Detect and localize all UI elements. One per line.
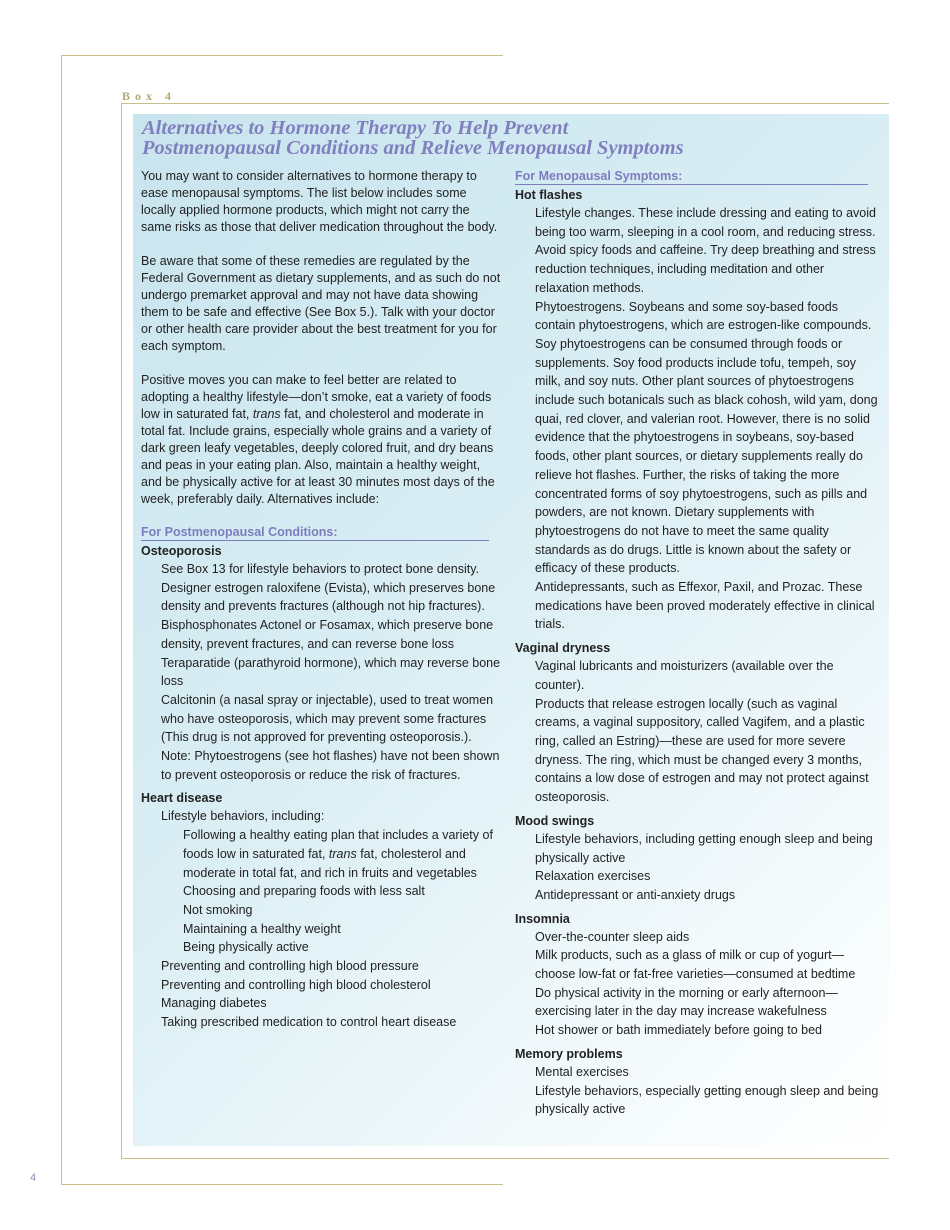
mood-swings-title: Mood swings xyxy=(515,813,595,828)
eating-plan-trans: trans xyxy=(328,846,357,861)
memory-problems-list xyxy=(515,1063,880,1119)
osteoporosis-list xyxy=(141,560,501,784)
list-item: Choosing and preparing foods with less salt xyxy=(183,884,425,899)
bottom-left-rule xyxy=(61,1184,503,1185)
list-item: Bisphosphonates Actonel or Fosamax, which preserve bone density, prevent fractures, and can reverse bone loss xyxy=(161,618,494,651)
list-item: Preventing and controlling high blood pressure xyxy=(161,959,419,974)
list-item: Designer estrogen raloxifene (Evista), which preserves bone density and prevents fractures (although not hip fractures). xyxy=(161,580,496,614)
heart-disease-list xyxy=(141,807,501,1031)
list-item: Calcitonin (a nasal spray or injectable), used to treat women who have osteoporosis, which may prevent some fractures (This drug is not approved for preventing osteoporosis.). xyxy=(161,692,494,745)
list-item: Vaginal lubricants and moisturizers (available over the counter). xyxy=(535,659,834,692)
intro-p3-trans: trans xyxy=(252,407,281,421)
list-item: Taking prescribed medication to control heart disease xyxy=(161,1015,457,1030)
insomnia-title: Insomnia xyxy=(515,911,570,926)
list-item: Hot shower or bath immediately before going to bed xyxy=(535,1023,822,1038)
left-vertical-rule xyxy=(61,55,62,1185)
heart-disease-title: Heart disease xyxy=(141,791,223,806)
eating-plan-text-a: Following a healthy eating plan that includes a variety of foods low in saturated fat, xyxy=(183,828,493,861)
hot-flashes-list xyxy=(515,204,880,634)
list-item: Antidepressants, such as Effexor, Paxil, and Prozac. These medications have been proved moderately effective in clinical trials. xyxy=(535,580,875,632)
intro-p3-text-b: fat, and cholesterol and moderate in total fat. Include grains, especially whole grains and a variety of dark green leafy vegetables, deeply colored fruit, and dry beans and peas in your eating plan. Also, maintain a healthy weight, and be physically active for at least 30 minutes most days of the week, preferably daily. Alternatives include: xyxy=(141,407,495,506)
lifestyle-sublist xyxy=(161,826,501,957)
list-item: Antidepressant or anti-anxiety drugs xyxy=(535,887,736,902)
intro-p3-text-a: Positive moves you can make to feel better are related to adopting a healthy lifestyle—don’t smoke, eat a variety of foods low in saturated fat, xyxy=(141,373,492,421)
list-item: Do physical activity in the morning or early afternoon—exercising later in the day may increase wakefulness xyxy=(535,985,838,1019)
list-item: Over-the-counter sleep aids xyxy=(535,929,690,944)
menopausal-heading: For Menopausal Symptoms: xyxy=(515,169,868,185)
list-item: Products that release estrogen locally (such as vaginal creams, a vaginal suppository, called Vagifem, and a plastic ring, called an Estring)—these are used for more severe dryness. The ring, which must be changed every 3 months, contains a low dose of estrogen and may not protect against osteoporosis. xyxy=(535,696,869,805)
postmenopausal-heading: For Postmenopausal Conditions: xyxy=(141,525,489,541)
vaginal-dryness-list xyxy=(515,657,880,807)
list-item: Phytoestrogens. Soybeans and some soy-based foods contain phytoestrogens, which are estrogen-like compounds. Soy phytoestrogens can be consumed through foods or supplements. Soy food products include tofu, tempeh, soy milk, and soy nuts. Other plant sources of phytoestrogens include such botanicals such as black cohosh, wild yam, dong quai, red clover, and valerian root. However, there is no solid evidence that the phytoestrogens in soybeans, soy-based foods, other plant sources, or dietary supplements really do relieve hot flashes. Further, the risks of taking the more concentrated forms of soy phytoestrogens, such as pills and powders, are not known. Dietary supplements with phytoestrogens do not have to meet the same quality standards as do drugs. Little is known about the safety or efficacy of these products. xyxy=(535,299,878,576)
list-item: Lifestyle behaviors, including getting enough sleep and being physically active xyxy=(535,831,873,865)
box-bottom-rule xyxy=(121,1158,889,1159)
insomnia-list xyxy=(515,928,880,1040)
list-item: Preventing and controlling high blood cholesterol xyxy=(161,977,431,992)
intro-paragraph-3 xyxy=(141,372,501,508)
list-item: Managing diabetes xyxy=(161,996,267,1011)
box-top-rule xyxy=(121,103,889,104)
list-item: Lifestyle changes. These include dressing and eating to avoid being too warm, sleeping in a cool room, and reducing stress. Avoid spicy foods and caffeine. Try deep breathing and stress reduction techniques, including meditation and other relaxation methods. xyxy=(535,206,876,295)
list-item xyxy=(183,826,501,882)
list-item: See Box 13 for lifestyle behaviors to protect bone density. xyxy=(161,562,480,576)
osteoporosis-title: Osteoporosis xyxy=(141,544,222,558)
list-item: Milk products, such as a glass of milk or cup of yogurt—choose low-fat or fat-free varieties—consumed at bedtime xyxy=(535,948,856,982)
list-item: Note: Phytoestrogens (see hot flashes) have not been shown to prevent osteoporosis or reduce the risk of fractures. xyxy=(161,749,500,782)
left-column xyxy=(141,168,501,1032)
intro-paragraph-2: Be aware that some of these remedies are regulated by the Federal Government as dietary supplements, and as such do not undergo premarket approval and may not have data showing them to be safe and effective (See Box 5.). Talk with your doctor or other health care provider about the best treatment for you for each symptom. xyxy=(141,254,501,353)
title-line-2: Postmenopausal Conditions and Relieve Menopausal Symptoms xyxy=(142,137,684,159)
top-left-rule xyxy=(61,55,503,56)
list-item: Teraparatide (parathyroid hormone), which may reverse bone loss xyxy=(161,655,501,689)
list-item: Not smoking xyxy=(183,902,253,917)
box-left-rule xyxy=(121,103,122,1159)
hot-flashes-title: Hot flashes xyxy=(515,188,583,202)
list-item: Maintaining a healthy weight xyxy=(183,921,341,936)
list-item: Relaxation exercises xyxy=(535,869,651,884)
page-number: 4 xyxy=(30,1172,37,1184)
title-line-1: Alternatives to Hormone Therapy To Help Prevent xyxy=(142,117,569,139)
list-item: Mental exercises xyxy=(535,1064,629,1079)
intro-paragraph-1: You may want to consider alternatives to hormone therapy to ease menopausal symptoms. The list below includes some locally applied hormone products, which might not carry the same risks as those that deliver medication throughout the body. xyxy=(141,169,498,234)
lifestyle-label: Lifestyle behaviors, including: xyxy=(161,809,325,824)
list-item xyxy=(161,807,501,957)
right-column xyxy=(515,168,880,1119)
box-title xyxy=(142,118,882,158)
vaginal-dryness-title: Vaginal dryness xyxy=(515,641,611,656)
mood-swings-list xyxy=(515,830,880,905)
list-item: Lifestyle behaviors, especially getting enough sleep and being physically active xyxy=(535,1083,879,1117)
box-label: Box 4 xyxy=(122,89,177,103)
memory-problems-title: Memory problems xyxy=(515,1046,623,1061)
eating-plan-text-b: fat, cholesterol and moderate in total fat, and rich in fruits and vegetables xyxy=(183,846,477,880)
list-item: Being physically active xyxy=(183,940,309,955)
